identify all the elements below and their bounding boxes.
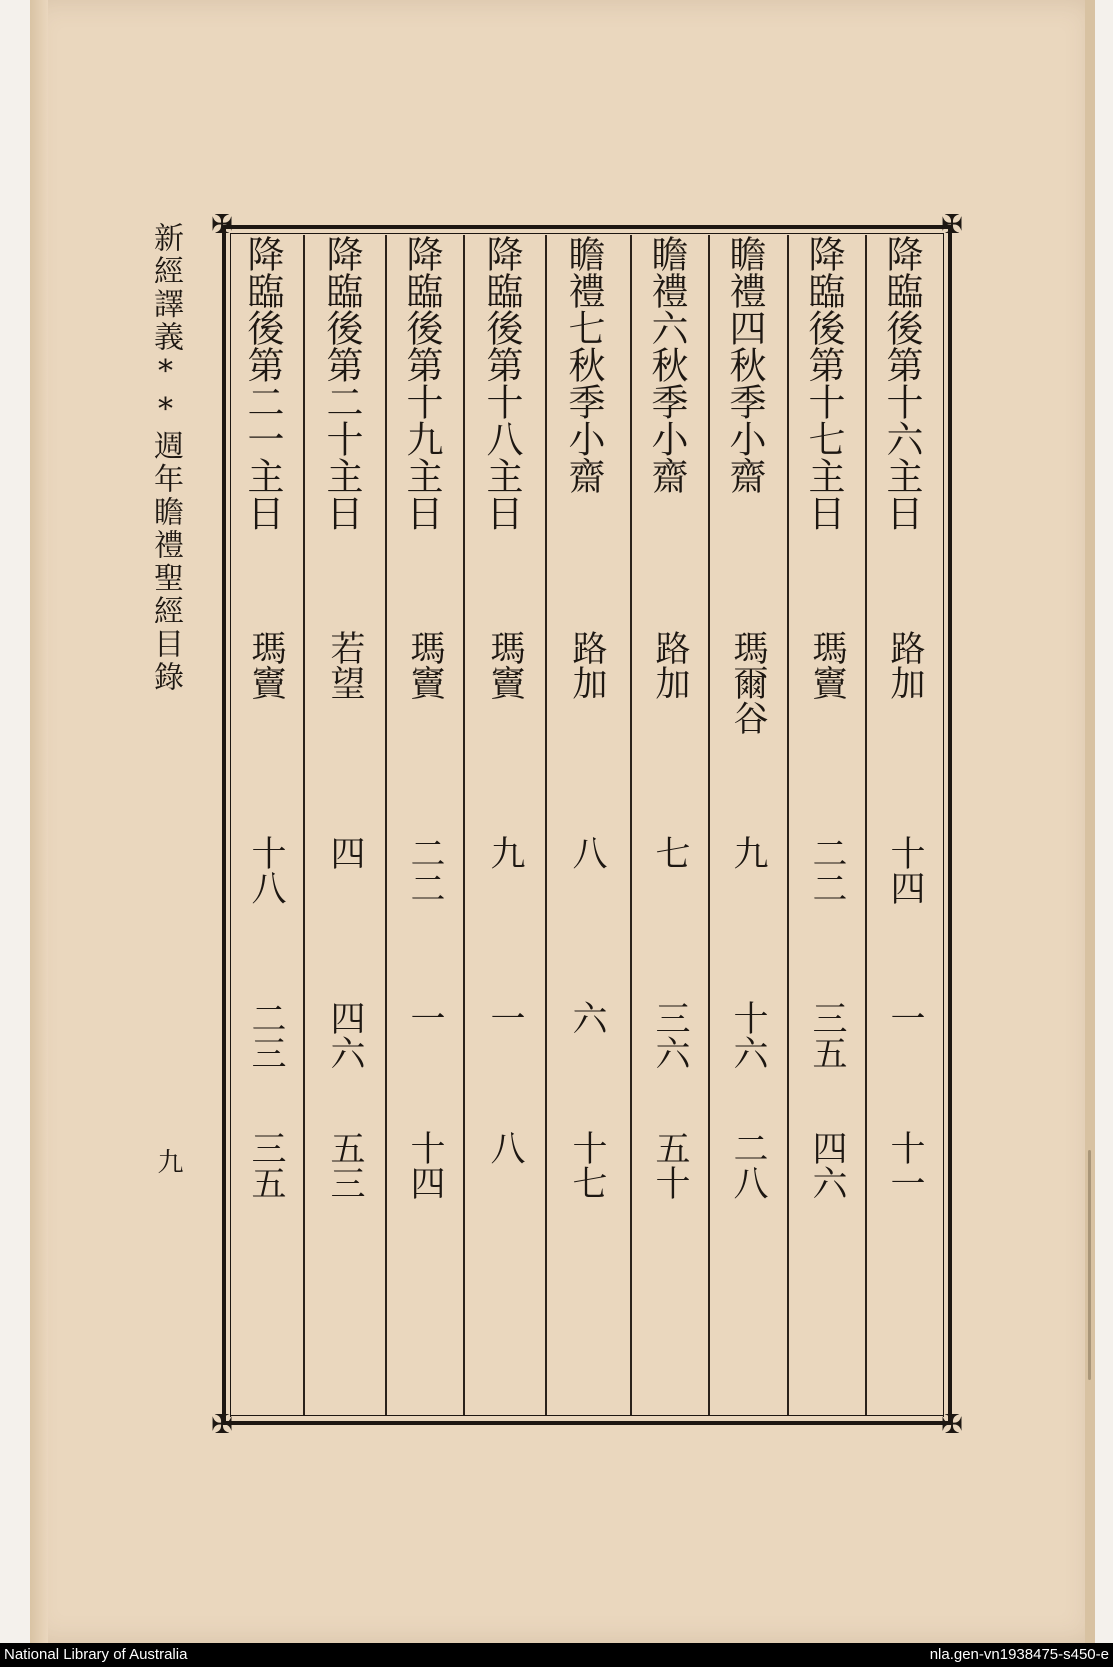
gospel-book: 路加 — [885, 630, 925, 700]
chapter-number: 二二 — [405, 835, 445, 905]
feast-title: 降臨後第十九主日 — [400, 235, 443, 531]
column-divider — [865, 235, 867, 1415]
feast-title: 降臨後第二一主日 — [241, 235, 284, 531]
gospel-book: 瑪竇 — [246, 630, 286, 700]
chapter-number: 二二 — [807, 835, 847, 905]
verse-end: 十一 — [885, 1130, 925, 1200]
verse-end: 三五 — [246, 1130, 286, 1200]
table-row — [557, 235, 617, 1405]
feast-title: 降臨後第十八主日 — [480, 235, 523, 531]
frame-bottom-rule — [222, 1421, 952, 1425]
frame-right-rule — [948, 225, 952, 1425]
chapter-number: 十八 — [246, 835, 286, 905]
column-divider — [303, 235, 305, 1415]
table-row — [640, 235, 700, 1405]
page-edge-left — [30, 0, 48, 1643]
verse-end: 十七 — [567, 1130, 607, 1200]
gospel-book: 路加 — [650, 630, 690, 700]
feast-title: 瞻禮七秋季小齋 — [562, 235, 605, 494]
feast-title: 降臨後第十七主日 — [802, 235, 845, 531]
table-row — [395, 235, 455, 1405]
footer-bar — [0, 1643, 1113, 1667]
frame-bottom-inner-rule — [230, 1415, 944, 1416]
gospel-book: 路加 — [567, 630, 607, 700]
verse-end: 八 — [485, 1130, 525, 1165]
footer-identifier: nla.gen-vn1938475-s450-e — [929, 1646, 1109, 1663]
feast-title: 降臨後第十六主日 — [880, 235, 923, 531]
binding-stitch — [1088, 1150, 1091, 1380]
verse-end: 十四 — [405, 1130, 445, 1200]
footer-credit: National Library of Australia — [4, 1646, 188, 1663]
chapter-number: 七 — [650, 835, 690, 870]
verse-start: 二三 — [246, 1000, 286, 1070]
column-divider — [708, 235, 710, 1415]
table-row — [475, 235, 535, 1405]
corner-ornament-icon: ✠ — [941, 1410, 963, 1440]
feast-title: 瞻禮六秋季小齋 — [645, 235, 688, 494]
page-edge-right — [1085, 0, 1095, 1643]
verse-end: 五三 — [325, 1130, 365, 1200]
gospel-book: 瑪竇 — [807, 630, 847, 700]
frame-top-inner-rule — [230, 233, 944, 234]
frame-right-inner-rule — [943, 233, 944, 1417]
column-divider — [630, 235, 632, 1415]
verse-start: 六 — [567, 1000, 607, 1035]
corner-ornament-icon: ✠ — [941, 210, 963, 240]
verse-start: 三六 — [650, 1000, 690, 1070]
chapter-number: 十四 — [885, 835, 925, 905]
running-head: 新經譯義**週年瞻禮聖經目錄 — [148, 222, 183, 694]
table-row — [236, 235, 296, 1405]
column-divider — [385, 235, 387, 1415]
verse-start: 一 — [885, 1000, 925, 1035]
chapter-number: 九 — [485, 835, 525, 870]
gospel-book: 瑪竇 — [405, 630, 445, 700]
corner-ornament-icon: ✠ — [211, 210, 233, 240]
table-row — [315, 235, 375, 1405]
frame-left-inner-rule — [230, 233, 231, 1417]
verse-start: 四六 — [325, 1000, 365, 1070]
gospel-book: 瑪竇 — [485, 630, 525, 700]
verse-start: 一 — [405, 1000, 445, 1035]
verse-end: 五十 — [650, 1130, 690, 1200]
feast-title: 降臨後第二十主日 — [320, 235, 363, 531]
column-divider — [787, 235, 789, 1415]
chapter-number: 九 — [728, 835, 768, 870]
verse-start: 三五 — [807, 1000, 847, 1070]
column-divider — [545, 235, 547, 1415]
table-row — [875, 235, 935, 1405]
column-divider — [463, 235, 465, 1415]
verse-start: 十六 — [728, 1000, 768, 1070]
corner-ornament-icon: ✠ — [211, 1410, 233, 1440]
chapter-number: 八 — [567, 835, 607, 870]
frame-left-rule — [222, 225, 226, 1425]
table-row — [718, 235, 778, 1405]
verse-start: 一 — [485, 1000, 525, 1035]
gospel-book: 瑪爾谷 — [728, 630, 768, 735]
feast-title: 瞻禮四秋季小齋 — [723, 235, 766, 494]
chapter-number: 四 — [325, 835, 365, 870]
verse-end: 二八 — [728, 1130, 768, 1200]
gospel-book: 若望 — [325, 630, 365, 700]
frame-top-rule — [222, 225, 952, 229]
page-number: 九 — [153, 1148, 183, 1174]
table-row — [797, 235, 857, 1405]
verse-end: 四六 — [807, 1130, 847, 1200]
